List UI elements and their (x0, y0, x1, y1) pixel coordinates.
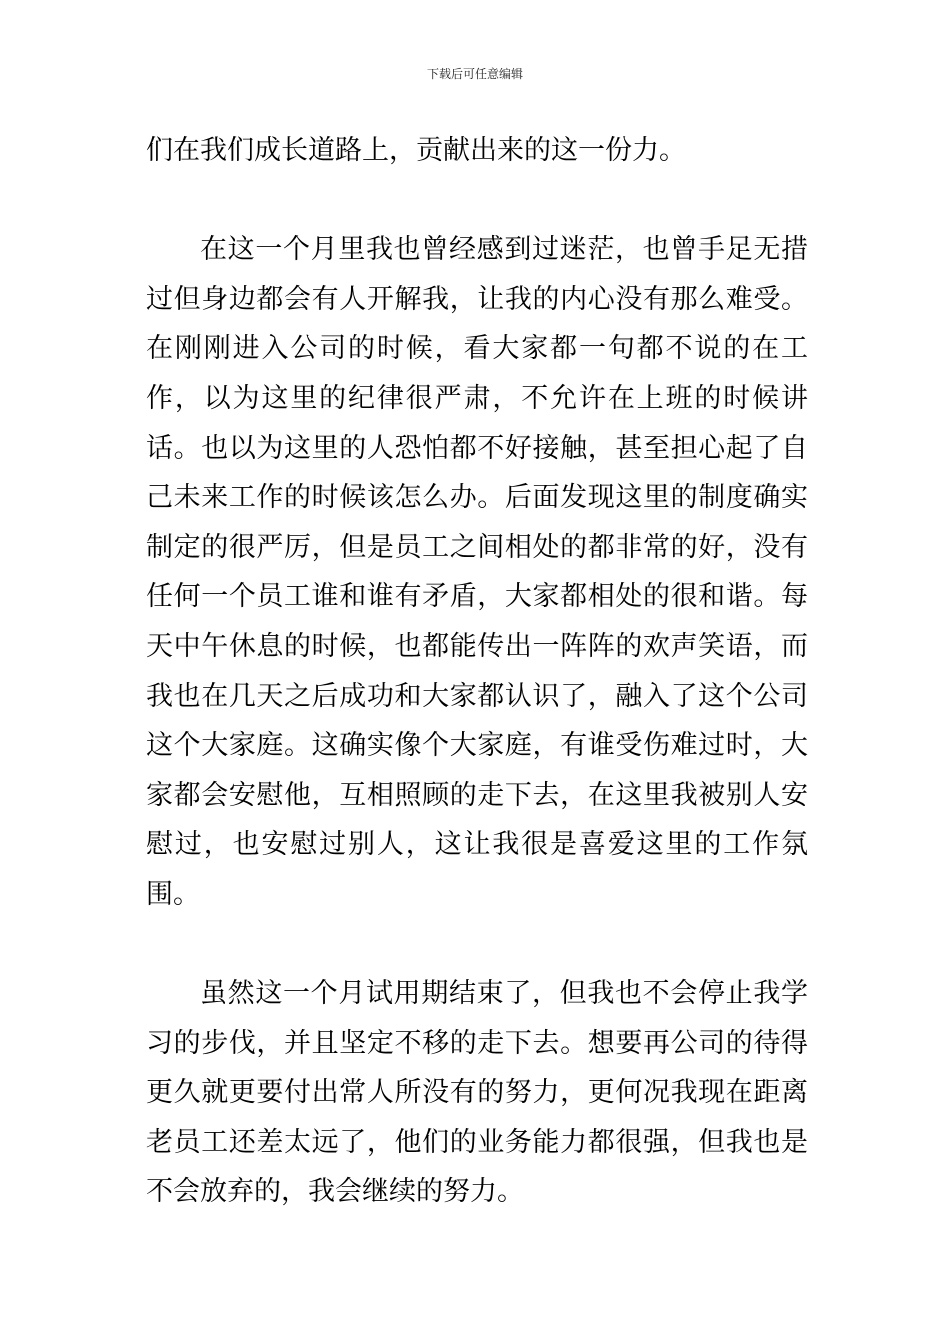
header-note: 下载后可任意编辑 (426, 67, 523, 81)
document-body (146, 126, 808, 1217)
paragraph: 虽然这一个月试用期结束了，但我也不会停止我学习的步伐，并且坚定不移的走下去。想要再公司的待得更久就更要付出常人所没有的努力，更何况我现在距离老员工还差太远了，他们的业务能力都很强，但我也是不会放弃的，我会继续的努力。 (146, 978, 808, 1208)
paragraph: 在这一个月里我也曾经感到过迷茫，也曾手足无措过但身边都会有人开解我，让我的内心没有那么难受。在刚刚进入公司的时候，看大家都一句都不说的在工作，以为这里的纪律很严肃，不允许在上班的时候讲话。也以为这里的人恐怕都不好接触，甚至担心起了自己未来工作的时候该怎么办。后面发现这里的制度确实制定的很严厉，但是员工之间相处的都非常的好，没有任何一个员工谁和谁有矛盾，大家都相处的很和谐。每天中午休息的时候，也都能传出一阵阵的欢声笑语，而我也在几天之后成功和大家都认识了，融入了这个公司这个大家庭。这确实像个大家庭，有谁受伤难过时，大家都会安慰他，互相照顾的走下去，在这里我被别人安慰过，也安慰过别人，这让我很是喜爱这里的工作氛围。 (146, 234, 808, 910)
paragraph-continuation: 们在我们成长道路上，贡献出来的这一份力。 (146, 135, 686, 166)
